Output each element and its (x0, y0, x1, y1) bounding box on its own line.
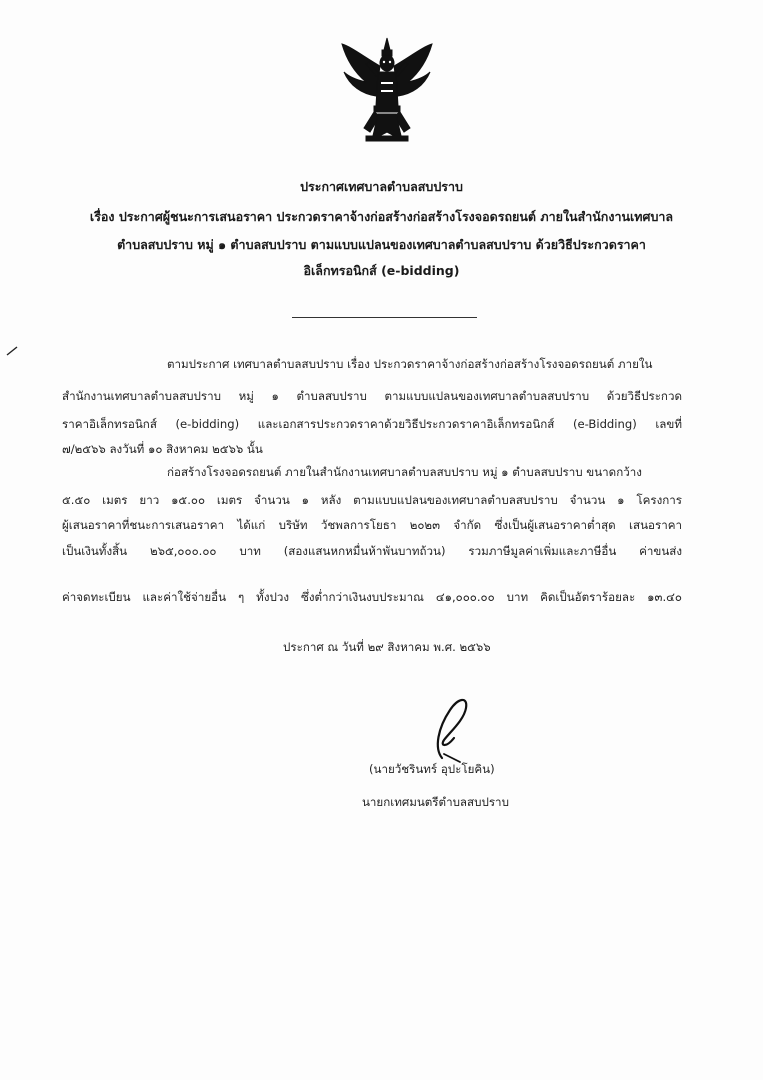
document-title: ประกาศเทศบาลตำบลสบปราบ (300, 179, 463, 194)
subject-line-3: อิเล็กทรอนิกส์ (e-bidding) (303, 263, 460, 278)
paragraph1-line4: ๗/๒๕๖๖ ลงวันที่ ๑๐ สิงหาคม ๒๕๖๖ นั้น (62, 442, 263, 456)
subject-line-2: ตำบลสบปราบ หมู่ ๑ ตำบลสบปราบ ตามแบบแปลนของเทศบาลตำบลสบปราบ ด้วยวิธีประกวดราคา (117, 237, 646, 252)
signatory-position: นายกเทศมนตรีตำบลสบปราบ (362, 795, 509, 809)
paragraph1-line3: ราคาอิเล็กทรอนิกส์ (e-bidding) และเอกสารประกวดราคาด้วยวิธีประกวดราคาอิเล็กทรอนิกส์ (e-Bidding) เลขที่ (62, 417, 682, 431)
signatory-name: (นายวัชรินทร์ อุปะโยคิน) (369, 762, 495, 776)
garuda-emblem-icon (336, 36, 438, 146)
paragraph1-line1: ตามประกาศ เทศบาลตำบลสบปราบ เรื่อง ประกวดราคาจ้างก่อสร้างก่อสร้างโรงจอดรถยนต์ ภายใน (167, 357, 653, 371)
announcement-date: ประกาศ ณ วันที่ ๒๙ สิงหาคม พ.ศ. ๒๕๖๖ (283, 640, 491, 654)
paragraph2-line3: ผู้เสนอราคาที่ชนะการเสนอราคา ได้แก่ บริษัท วัชพลการโยธา ๒๐๒๓ จำกัด ซึ่งเป็นผู้เสนอราคาต่ำสุด เสนอราคา (62, 518, 682, 532)
separator-line (292, 317, 477, 318)
subject-line-1: เรื่อง ประกาศผู้ชนะการเสนอราคา ประกวดราคาจ้างก่อสร้างก่อสร้างโรงจอดรถยนต์ ภายในสำนักงานเทศบาล (89, 209, 674, 224)
paragraph2-line4: เป็นเงินทั้งสิ้น ๒๖๕,๐๐๐.๐๐ บาท (สองแสนหกหมื่นห้าพันบาทถ้วน) รวมภาษีมูลค่าเพิ่มและภาษีอื่น ค่าขนส่ง (62, 544, 682, 558)
paragraph1-line2: สำนักงานเทศบาลตำบลสบปราบ หมู่ ๑ ตำบลสบปราบ ตามแบบแปลนของเทศบาลตำบลสบปราบ ด้วยวิธีประกวด (62, 389, 682, 403)
paragraph2-line5: ค่าจดทะเบียน และค่าใช้จ่ายอื่น ๆ ทั้งปวง ซึ่งต่ำกว่าเงินงบประมาณ ๔๑,๐๐๐.๐๐ บาท คิดเป็นอัตราร้อยละ ๑๓.๔๐ (62, 590, 682, 604)
paragraph2-line2: ๕.๕๐ เมตร ยาว ๑๕.๐๐ เมตร จำนวน ๑ หลัง ตามแบบแปลนของเทศบาลตำบลสบปราบ จำนวน ๑ โครงการ (62, 493, 682, 507)
pen-tick-mark (6, 346, 18, 356)
handwritten-signature (420, 688, 480, 766)
paragraph2-line1: ก่อสร้างโรงจอดรถยนต์ ภายในสำนักงานเทศบาลตำบลสบปราบ หมู่ ๑ ตำบลสบปราบ ขนาดกว้าง (167, 465, 642, 479)
